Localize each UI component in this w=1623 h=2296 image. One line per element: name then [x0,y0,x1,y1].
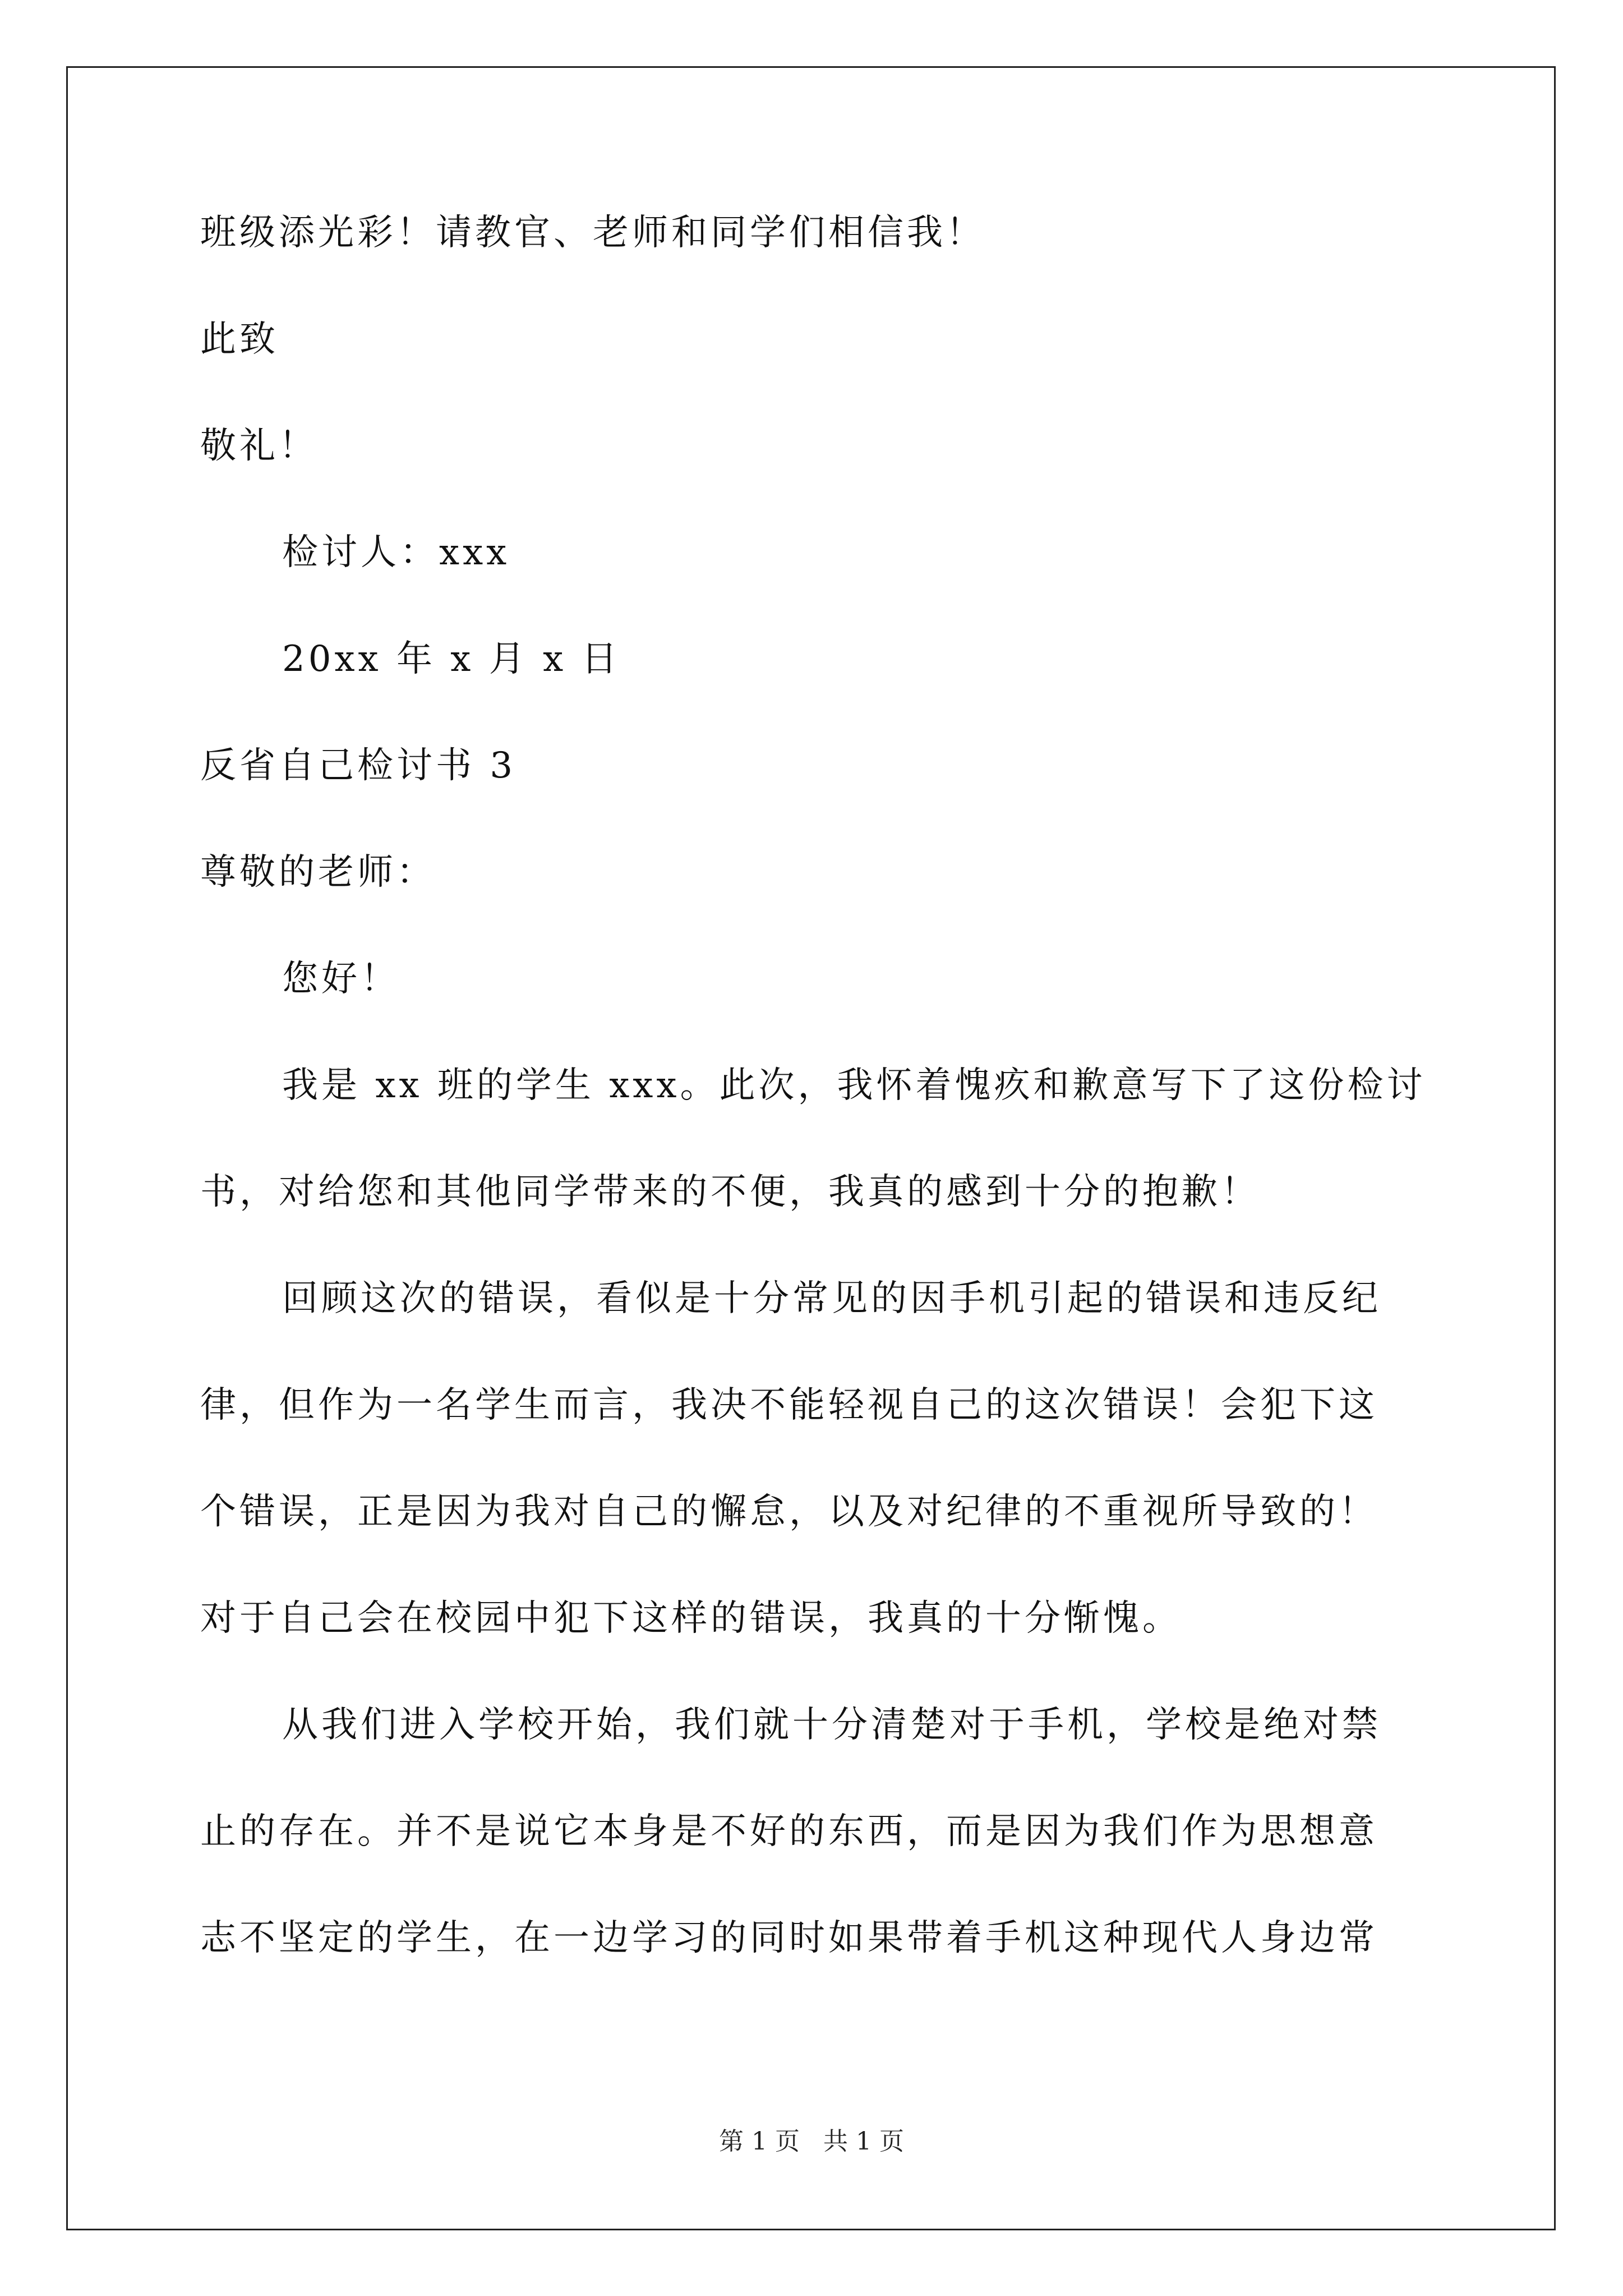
paragraph-line: 对于自己会在校园中犯下这样的错误，我真的十分惭愧。 [200,1598,1182,1639]
paragraph-line: 个错误，正是因为我对自己的懈怠，以及对纪律的不重视所导致的！ [200,1491,1378,1533]
paragraph-line: 我是 xx 班的学生 xxx。此次，我怀着愧疚和歉意写下了这份检讨 [282,1065,1426,1106]
page-total: 共 1 页 [823,2127,904,2156]
paragraph-line: 回顾这次的错误，看似是十分常见的因手机引起的错误和违反纪 [282,1278,1381,1319]
paragraph-line: 书，对给您和其他同学带来的不便，我真的感到十分的抱歉！ [200,1171,1260,1213]
paragraph-line: 志不坚定的学生，在一边学习的同时如果带着手机这种现代人身边常 [200,1917,1378,1959]
page-border [66,66,1556,2230]
section-title: 反省自己检讨书 3 [200,745,517,786]
salutation: 尊敬的老师： [200,852,436,893]
paragraph-line: 律，但作为一名学生而言，我决不能轻视自己的这次错误！会犯下这 [200,1384,1378,1426]
closing-line: 敬礼！ [200,425,318,467]
signature-line: 检讨人：xxx [282,532,510,573]
closing-line: 此致 [200,319,279,360]
greeting: 您好！ [282,958,400,1000]
page-footer [0,2126,1623,2157]
text-line: 班级添光彩！请教官、老师和同学们相信我！ [200,212,985,254]
date-line: 20xx 年 x 月 x 日 [282,638,621,680]
page-number: 第 1 页 [719,2127,800,2156]
paragraph-line: 从我们进入学校开始，我们就十分清楚对于手机，学校是绝对禁 [282,1704,1381,1746]
paragraph-line: 止的存在。并不是说它本身是不好的东西，而是因为我们作为思想意 [200,1811,1378,1852]
